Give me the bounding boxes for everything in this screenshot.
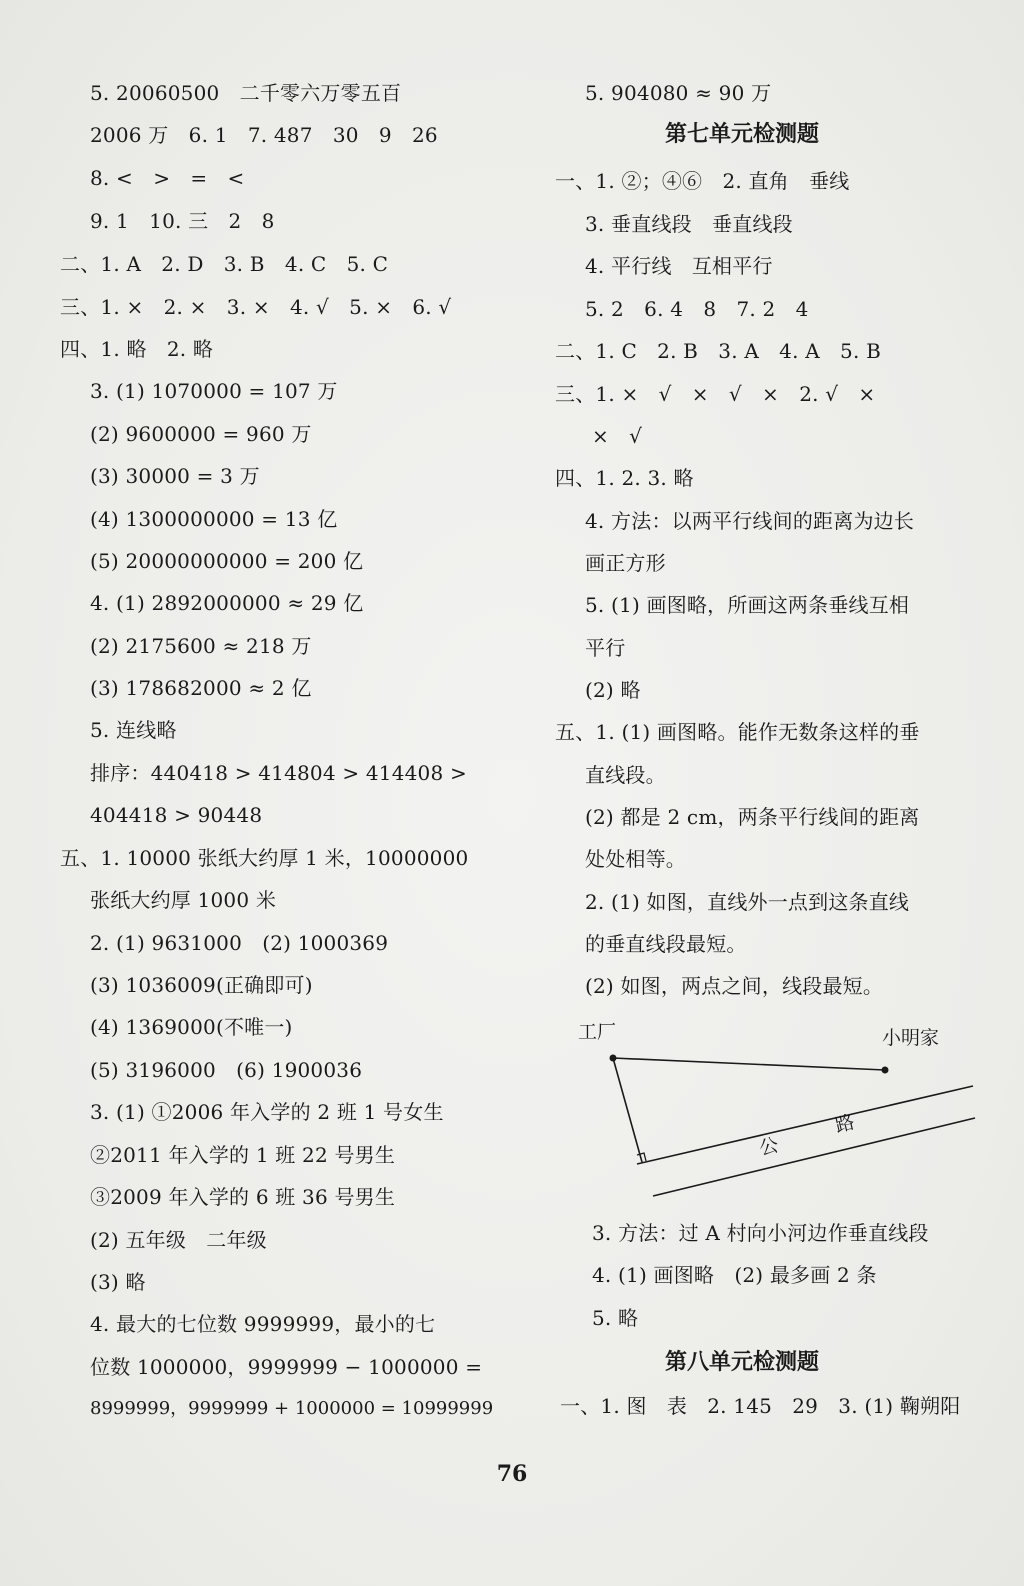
left-line: (4) 1369000(不唯一) (90, 1015, 293, 1039)
left-line: 二、1. A 2. D 3. B 4. C 5. C (60, 252, 389, 276)
road-lower-edge (653, 1118, 975, 1196)
unit8-heading: 第八单元检测题 (665, 1350, 820, 1375)
unit7-line: 三、1. × √ × √ × 2. √ × (555, 382, 876, 406)
road-label-1: 公 (757, 1134, 781, 1160)
left-line: 5. 20060500 二千零六万零五百 (90, 81, 402, 105)
unit7-heading: 第七单元检测题 (665, 122, 820, 147)
left-line: 2. (1) 9631000 (2) 1000369 (90, 931, 389, 955)
left-line: ③2009 年入学的 6 班 36 号男生 (90, 1185, 396, 1209)
perpendicular-segment (613, 1058, 642, 1162)
left-line: 位数 1000000，9999999 − 1000000 = (90, 1355, 483, 1379)
factory-home-segment (613, 1058, 885, 1070)
home-point (882, 1067, 889, 1074)
unit7-line: 一、1. ②；④⑥ 2. 直角 垂线 (555, 169, 850, 193)
unit7-line: (2) 略 (585, 678, 641, 702)
left-line: 404418 > 90448 (90, 803, 263, 827)
left-line: 5. 连线略 (90, 718, 177, 742)
unit7-line: 5. (1) 画图略，所画这两条垂线互相 (585, 593, 910, 617)
road-label-2: 路 (833, 1111, 857, 1137)
unit7-line: 5. 2 6. 4 8 7. 2 4 (585, 297, 809, 321)
left-line: 四、1. 略 2. 略 (60, 337, 214, 361)
unit7-line: 二、1. C 2. B 3. A 4. A 5. B (555, 339, 881, 363)
left-line: 8. < > = < (90, 166, 245, 190)
unit7-line: 3. 垂直线段 垂直线段 (585, 212, 793, 236)
left-line: 9. 1 10. 三 2 8 (90, 209, 275, 233)
unit7-line: 四、1. 2. 3. 略 (555, 466, 694, 490)
unit7-line: 4. 平行线 互相平行 (585, 254, 773, 278)
left-line: (3) 1036009(正确即可) (90, 973, 313, 997)
left-line: (2) 9600000 = 960 万 (90, 422, 312, 446)
left-line: (5) 3196000 (6) 1900036 (90, 1058, 363, 1082)
unit7-line: 处处相等。 (585, 847, 686, 871)
right-top-line: 5. 904080 ≈ 90 万 (585, 81, 772, 105)
after-diagram-line: 4. (1) 画图略 (2) 最多画 2 条 (592, 1263, 877, 1287)
left-line: 三、1. × 2. × 3. × 4. √ 5. × 6. √ (60, 295, 452, 319)
left-line: (3) 30000 = 3 万 (90, 464, 260, 488)
after-diagram-line: 5. 略 (592, 1306, 639, 1330)
unit8-line: 一、1. 图 表 2. 145 29 3. (1) 鞠朔阳 (560, 1394, 961, 1418)
unit7-line: (2) 如图，两点之间，线段最短。 (585, 974, 884, 998)
unit7-line: 的垂直线段最短。 (585, 932, 747, 956)
left-line: ②2011 年入学的 1 班 22 号男生 (90, 1143, 396, 1167)
left-line: 张纸大约厚 1000 米 (90, 888, 277, 912)
left-line: 4. (1) 2892000000 ≈ 29 亿 (90, 591, 364, 615)
unit7-line: 画正方形 (585, 551, 666, 575)
left-line: 五、1. 10000 张纸大约厚 1 米，10000000 (60, 846, 469, 870)
unit7-line: 4. 方法：以两平行线间的距离为边长 (585, 509, 915, 533)
factory-label: 工厂 (578, 1021, 617, 1043)
left-line: 排序：440418 > 414804 > 414408 > (90, 761, 467, 785)
home-label: 小明家 (882, 1027, 940, 1049)
left-line: 8999999，9999999 + 1000000 = 10999999 (90, 1398, 494, 1419)
left-line: 3. (1) 1070000 = 107 万 (90, 379, 338, 403)
left-line: 2006 万 6. 1 7. 487 30 9 26 (90, 123, 438, 147)
unit7-line: × √ (592, 424, 643, 448)
left-line: (5) 20000000000 = 200 亿 (90, 549, 364, 573)
left-line: 4. 最大的七位数 9999999，最小的七 (90, 1312, 436, 1336)
factory-point (610, 1055, 617, 1062)
left-line: (3) 略 (90, 1270, 146, 1294)
unit7-line: (2) 都是 2 cm，两条平行线间的距离 (585, 805, 920, 829)
unit7-line: 平行 (585, 636, 626, 660)
unit7-line: 2. (1) 如图，直线外一点到这条直线 (585, 890, 910, 914)
left-line: (3) 178682000 ≈ 2 亿 (90, 676, 312, 700)
page-number: 76 (496, 1461, 528, 1487)
left-line: (4) 1300000000 = 13 亿 (90, 507, 338, 531)
unit7-line: 五、1. (1) 画图略。能作无数条这样的垂 (555, 720, 920, 744)
road-diagram (575, 1014, 995, 1214)
unit7-line: 直线段。 (585, 763, 666, 787)
left-line: (2) 五年级 二年级 (90, 1228, 267, 1252)
after-diagram-line: 3. 方法：过 A 村向小河边作垂直线段 (592, 1221, 929, 1245)
left-line: 3. (1) ①2006 年入学的 2 班 1 号女生 (90, 1100, 444, 1124)
road-upper-edge (637, 1086, 973, 1164)
left-line: (2) 2175600 ≈ 218 万 (90, 634, 312, 658)
